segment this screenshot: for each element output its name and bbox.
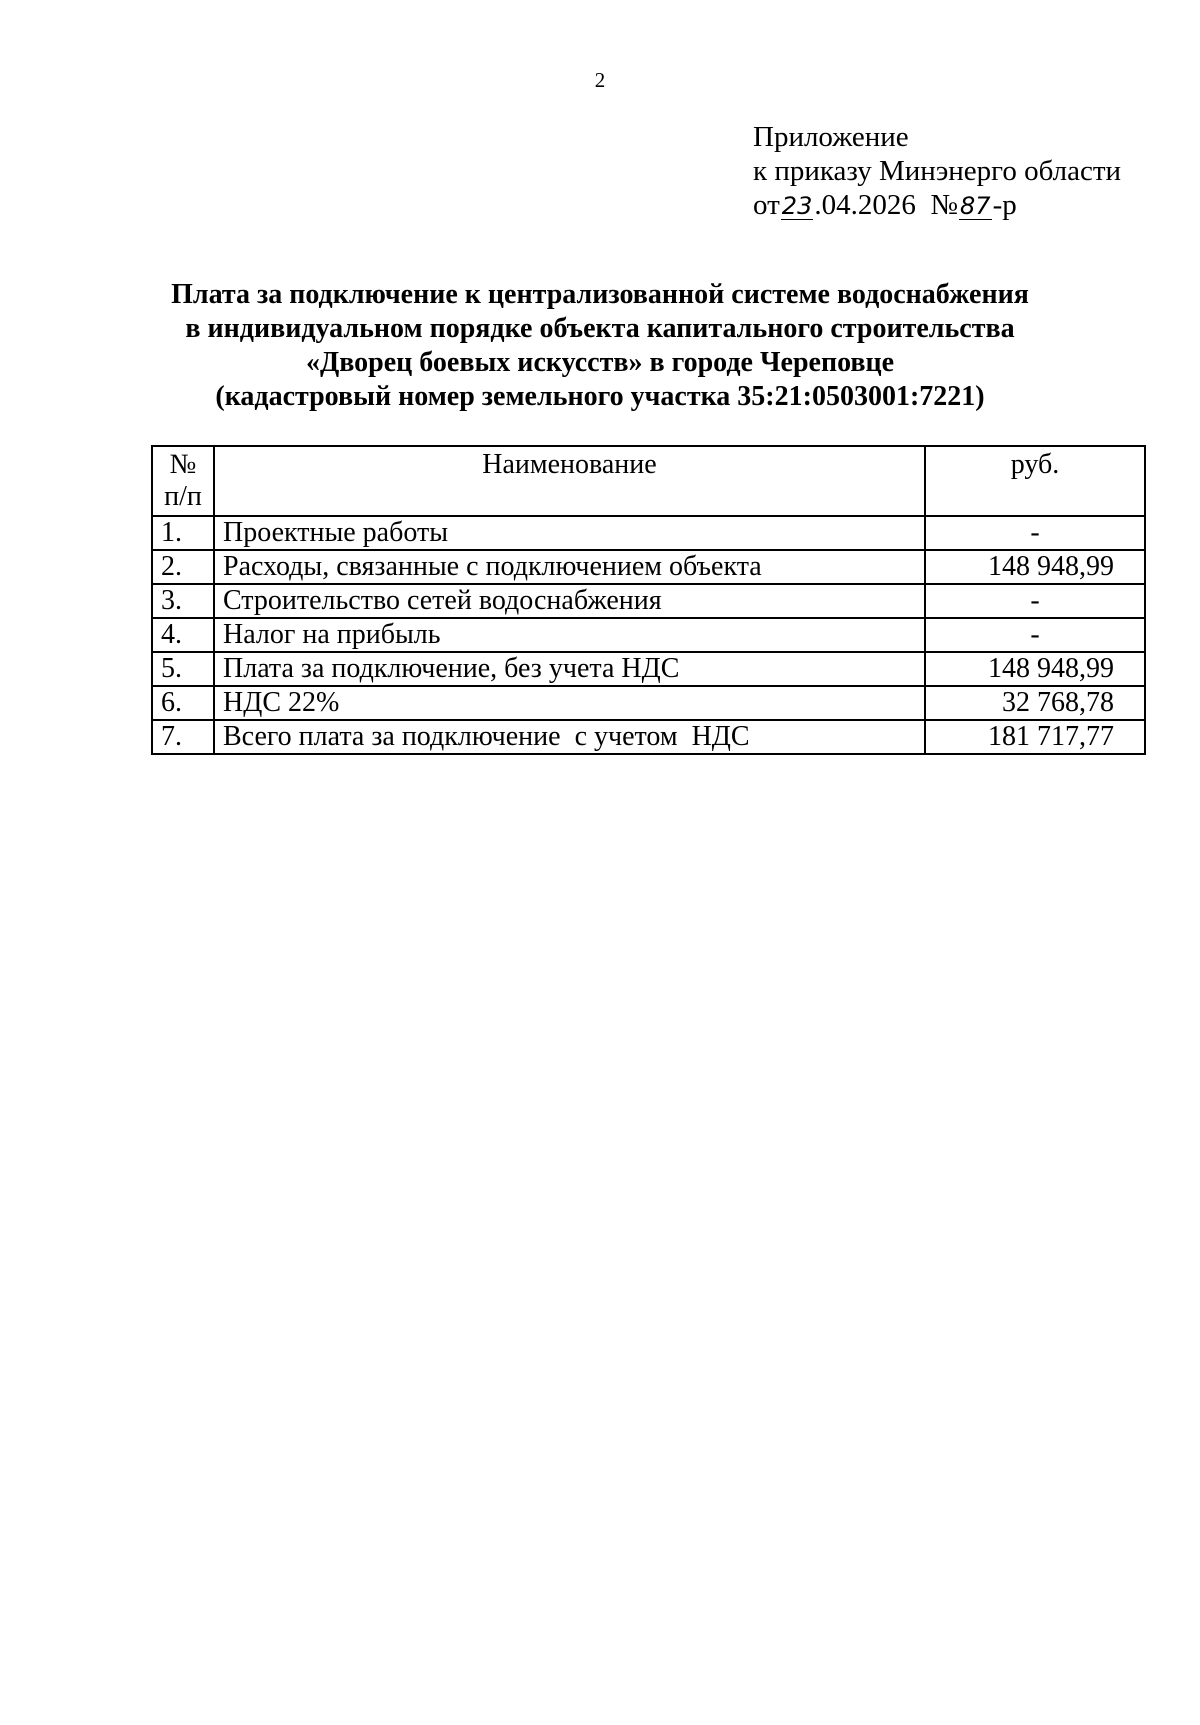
date-rest: .04.2026 bbox=[814, 189, 916, 221]
row-num: 1. bbox=[152, 516, 214, 550]
date-prefix: от bbox=[753, 189, 780, 221]
row-num: 7. bbox=[152, 720, 214, 754]
date-day-handwritten: 23 bbox=[781, 192, 813, 220]
document-title bbox=[0, 278, 1200, 414]
row-value: 32 768,78 bbox=[925, 686, 1145, 720]
table-row bbox=[152, 550, 1145, 584]
appendix-block bbox=[753, 120, 1121, 222]
row-value: 148 948,99 bbox=[925, 550, 1145, 584]
table-row bbox=[152, 686, 1145, 720]
header-value: руб. bbox=[925, 446, 1145, 516]
appendix-heading: Приложение bbox=[753, 121, 909, 153]
title-line: (кадастровый номер земельного участка 35:21:0503001:7221) bbox=[215, 381, 985, 412]
table-header-row bbox=[152, 446, 1145, 516]
table-row bbox=[152, 618, 1145, 652]
row-name: Всего плата за подключение с учетом НДС bbox=[214, 720, 925, 754]
row-num: 2. bbox=[152, 550, 214, 584]
row-name: Строительство сетей водоснабжения bbox=[214, 584, 925, 618]
row-name: Плата за подключение, без учета НДС bbox=[214, 652, 925, 686]
number-suffix: -р bbox=[992, 189, 1017, 221]
header-num: № п/п bbox=[152, 446, 214, 516]
table-row bbox=[152, 516, 1145, 550]
row-name: Проектные работы bbox=[214, 516, 925, 550]
order-number-handwritten: 87 bbox=[960, 192, 991, 220]
table-row bbox=[152, 584, 1145, 618]
appendix-order-reference: к приказу Минэнерго области bbox=[753, 155, 1122, 187]
row-num: 6. bbox=[152, 686, 214, 720]
charges-table bbox=[151, 445, 1146, 755]
table-row bbox=[152, 720, 1145, 754]
row-value: - bbox=[925, 584, 1145, 618]
row-value: 148 948,99 bbox=[925, 652, 1145, 686]
row-value: 181 717,77 bbox=[925, 720, 1145, 754]
row-name: Налог на прибыль bbox=[214, 618, 925, 652]
row-value: - bbox=[925, 516, 1145, 550]
title-line: «Дворец боевых искусств» в городе Череповце bbox=[305, 347, 895, 378]
title-line: в индивидуальном порядке объекта капитального строительства bbox=[185, 313, 1015, 344]
row-name: Расходы, связанные с подключением объекта bbox=[214, 550, 925, 584]
header-name: Наименование bbox=[214, 446, 925, 516]
page-number: 2 bbox=[594, 68, 606, 92]
number-prefix: № bbox=[930, 189, 959, 221]
row-num: 4. bbox=[152, 618, 214, 652]
row-name: НДС 22% bbox=[214, 686, 925, 720]
row-num: 5. bbox=[152, 652, 214, 686]
table-row bbox=[152, 652, 1145, 686]
appendix-date-number bbox=[753, 188, 1121, 222]
row-value: - bbox=[925, 618, 1145, 652]
title-line: Плата за подключение к централизованной системе водоснабжения bbox=[171, 279, 1029, 310]
row-num: 3. bbox=[152, 584, 214, 618]
